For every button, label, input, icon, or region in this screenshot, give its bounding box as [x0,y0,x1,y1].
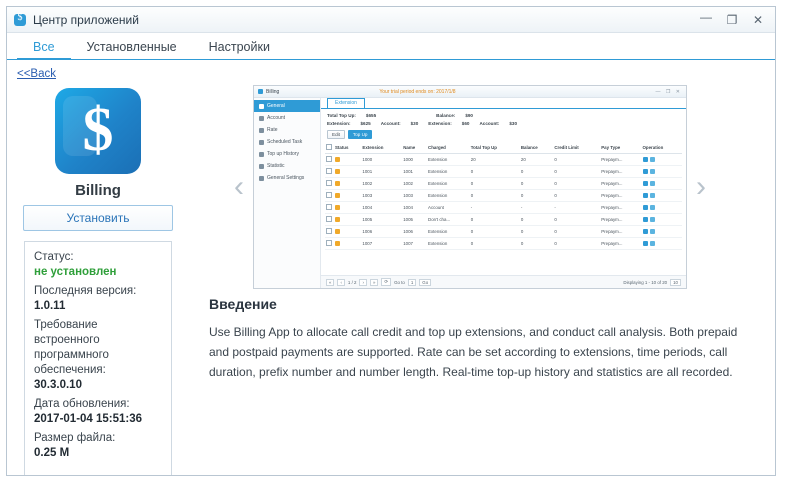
row-name-cell: 1005 [402,214,427,226]
row-checkbox-cell[interactable] [325,178,334,190]
coin-icon [259,128,264,133]
row-extension-cell: 1005 [361,214,402,226]
lock-icon [335,217,340,222]
row-credit-limit-cell: 0 [553,178,600,190]
trial-notice: Your trial period ends on: 2017/1/8 [379,88,456,95]
top-up-button[interactable]: Top Up [348,130,373,139]
app-preview-panel [177,84,775,475]
top-up-icon[interactable] [650,193,655,198]
app-logo-icon [55,88,141,174]
grid-icon [259,104,264,109]
row-operation-cell[interactable] [642,190,682,202]
maximize-button[interactable]: ❐ [726,12,738,27]
row-extension-cell: 1004 [361,202,402,214]
sidebar-item-general[interactable] [254,100,320,112]
info-label-filesize: Размер файла: [34,432,116,444]
title-bar [7,7,775,33]
col-pay-type: Pay Type [600,142,641,154]
row-balance-cell: 0 [520,190,553,202]
row-checkbox[interactable] [326,180,332,186]
table-row[interactable] [325,202,682,214]
page-size-select[interactable]: 10 [670,279,681,286]
lock-icon [335,205,340,210]
row-name-cell: 1007 [402,238,427,250]
install-button[interactable]: Установить [23,205,173,231]
row-total-topup-cell: 0 [470,178,520,190]
row-charged-cell: Account [427,202,470,214]
row-balance-cell: 0 [520,178,553,190]
clock-icon [259,140,264,145]
sidebar-item-top-up-history[interactable] [254,148,320,160]
row-extension-cell: 1006 [361,226,402,238]
row-charged-cell: Extension [427,178,470,190]
select-all-checkbox[interactable] [326,144,332,150]
row-balance-cell: 0 [520,238,553,250]
row-extension-cell: 1002 [361,178,402,190]
row-checkbox-cell[interactable] [325,238,334,250]
row-extension-cell: 1000 [361,154,402,166]
row-name-cell: 1001 [402,166,427,178]
row-balance-cell: 0 [520,226,553,238]
row-name-cell: 1000 [402,154,427,166]
info-row-version [34,284,162,314]
sidebar-item-general-settings[interactable] [254,172,320,184]
row-extension-cell: 1001 [361,166,402,178]
info-value-filesize: 0.25 M [34,447,70,459]
row-status-cell [334,154,361,166]
row-total-topup-cell: 0 [470,166,520,178]
screenshot-table [321,142,686,275]
info-label-updated: Дата обновления: [34,398,130,410]
row-charged-cell: Don't cha... [427,214,470,226]
row-checkbox-cell[interactable] [325,154,334,166]
row-operation-cell[interactable] [642,226,682,238]
tab-all[interactable]: Все [17,37,71,60]
window-controls [699,9,769,27]
table-row[interactable] [325,154,682,166]
page-indicator: 1 / 2 [347,279,357,285]
dollar-glyph: $ [82,96,114,164]
row-operation-cell[interactable] [642,202,682,214]
col-total-top-up: Total Top Up [470,142,520,154]
top-up-icon[interactable] [650,169,655,174]
row-total-topup-cell: 0 [470,238,520,250]
row-pay-type-cell: Prepaym... [600,214,641,226]
lock-icon [335,241,340,246]
sidebar-item-rate[interactable] [254,124,320,136]
row-credit-limit-cell: 0 [553,154,600,166]
info-label-status: Статус: [34,251,74,263]
info-value-status: не установлен [34,266,117,278]
sidebar-label-rate: Rate [267,127,278,133]
row-status-cell [334,166,361,178]
sidebar-label-account: Account [267,115,286,121]
row-operation-cell[interactable] [642,166,682,178]
sidebar-label-general: General [267,103,285,109]
row-status-cell [334,238,361,250]
edit-icon[interactable] [643,241,648,246]
user-icon [259,116,264,121]
row-checkbox[interactable] [326,240,332,246]
sidebar-item-account[interactable] [254,112,320,124]
screenshot-sidebar [254,98,321,288]
edit-button[interactable]: Edit [327,130,345,139]
row-total-topup-cell: 0 [470,190,520,202]
content-area [7,60,775,475]
app-center-window [6,6,776,476]
table-row[interactable] [325,214,682,226]
table-row[interactable] [325,238,682,250]
app-screenshot[interactable] [253,85,687,289]
summary-account2-label: Account: [479,121,500,126]
introduction-section [179,296,761,382]
summary-extension2-label: Extension: [428,121,452,126]
table-header-row [325,142,682,154]
tab-installed[interactable]: Установленные [86,40,177,54]
row-total-topup-cell: 0 [470,226,520,238]
screenshot-tabbar [321,98,686,109]
row-pay-type-cell: Prepaym... [600,154,641,166]
row-name-cell: 1003 [402,190,427,202]
window-title: Центр приложений [33,12,139,27]
row-extension-cell: 1003 [361,190,402,202]
screenshot-tab-extension[interactable]: Extension [327,98,365,108]
row-checkbox[interactable] [326,192,332,198]
row-balance-cell: 0 [520,214,553,226]
row-status-cell [334,214,361,226]
last-page-button[interactable]: » [370,279,378,286]
edit-icon[interactable] [643,181,648,186]
row-charged-cell: Extension [427,154,470,166]
screenshot-toolbar [321,130,686,142]
row-credit-limit-cell: - [553,202,600,214]
row-checkbox-cell[interactable] [325,190,334,202]
screenshot-main [321,98,686,288]
info-label-version: Последняя версия: [34,285,137,297]
close-button[interactable]: ✕ [752,12,764,27]
screenshot-summary [321,109,686,130]
carousel-next-arrow[interactable]: › [696,170,706,203]
row-status-cell [334,190,361,202]
row-operation-cell[interactable] [642,214,682,226]
summary-account2-value: $30 [509,121,518,126]
info-value-firmware: 30.3.0.10 [34,379,82,391]
row-credit-limit-cell: 0 [553,226,600,238]
table-row[interactable] [325,226,682,238]
row-checkbox-cell[interactable] [325,214,334,226]
row-name-cell: 1006 [402,226,427,238]
money-bag-icon [13,13,27,27]
gear-icon [259,176,264,181]
sidebar-item-statistic[interactable] [254,160,320,172]
row-charged-cell: Extension [427,166,470,178]
info-label-firmware: Требование встроенного программного обеспечения: [34,319,109,376]
sidebar-label-statistic: Statistic [267,163,285,169]
table-row[interactable] [325,178,682,190]
row-credit-limit-cell: 0 [553,214,600,226]
screenshot-app-icon [258,89,263,94]
chart-icon [259,164,264,169]
main-tabbar [7,33,775,60]
top-up-icon[interactable] [650,217,655,222]
summary-row-2 [327,121,680,126]
col-status: Status [334,142,361,154]
info-row-firmware [34,318,162,393]
screenshot-window-controls: — ❐ ✕ [655,88,682,95]
row-pay-type-cell: Prepaym... [600,202,641,214]
row-status-cell [334,202,361,214]
row-checkbox[interactable] [326,228,332,234]
info-row-filesize [34,431,162,461]
row-pay-type-cell: Prepaym... [600,226,641,238]
app-details-panel [7,84,177,475]
tab-settings[interactable]: Настройки [208,40,270,54]
goto-input[interactable]: 1 [408,279,416,286]
list-icon [259,152,264,157]
top-up-icon[interactable] [650,181,655,186]
edit-icon[interactable] [643,169,648,174]
display-info: Displaying 1 - 10 of 20 [623,279,668,285]
row-pay-type-cell: Prepaym... [600,178,641,190]
info-value-updated: 2017-01-04 15:51:36 [34,413,143,425]
app-info-box [24,241,172,475]
goto-label: Go to [394,279,405,285]
row-extension-cell: 1007 [361,238,402,250]
lock-icon [335,157,340,162]
edit-icon[interactable] [643,193,648,198]
top-up-icon[interactable] [650,229,655,234]
lock-icon [335,229,340,234]
row-charged-cell: Extension [427,190,470,202]
row-operation-cell[interactable] [642,178,682,190]
row-checkbox[interactable] [326,168,332,174]
col-name: Name [402,142,427,154]
row-status-cell [334,178,361,190]
prev-page-button[interactable]: ‹ [337,279,344,286]
lock-icon [335,193,340,198]
col-operation: Operation [642,142,682,154]
edit-icon[interactable] [643,205,648,210]
introduction-text: Use Billing App to allocate call credit and top up extensions, and conduct call analysis. Both prepaid and postpaid payments are supported. Rate can be set according to extensions, time periods, call duration, prefix number and number length. Real-time top-up history and statistics are all recorded. [209,325,738,379]
summary-extension-label: Extension: [327,121,351,126]
col-select [325,142,334,154]
summary-account-value: $30 [410,121,419,126]
row-total-topup-cell: 20 [470,154,520,166]
app-name: Billing [75,182,121,199]
sidebar-label-top-up-history: Top up History [267,151,299,157]
summary-extension-value: $625 [360,121,371,126]
col-credit-limit: Credit Limit [553,142,600,154]
row-pay-type-cell: Prepaym... [600,238,641,250]
row-credit-limit-cell: 0 [553,166,600,178]
edit-icon[interactable] [643,229,648,234]
table-row[interactable] [325,166,682,178]
sidebar-item-scheduled-task[interactable] [254,136,320,148]
row-checkbox[interactable] [326,156,332,162]
summary-balance-label: Balance: [436,113,456,118]
carousel-prev-arrow[interactable]: ‹ [234,170,244,203]
row-operation-cell[interactable] [642,238,682,250]
table-row[interactable] [325,190,682,202]
col-balance: Balance [520,142,553,154]
info-row-status [34,250,162,280]
col-extension: Extension [361,142,402,154]
row-checkbox[interactable] [326,216,332,222]
screenshot-carousel [179,84,761,290]
row-name-cell: 1004 [402,202,427,214]
row-checkbox-cell[interactable] [325,202,334,214]
refresh-icon[interactable]: ⟳ [381,278,391,286]
row-balance-cell: 0 [520,166,553,178]
introduction-heading: Введение [209,296,277,312]
row-status-cell [334,226,361,238]
info-row-updated [34,397,162,427]
row-operation-cell[interactable] [642,154,682,166]
summary-total-topup-label: Total Top Up: [327,113,356,118]
row-charged-cell: Extension [427,238,470,250]
summary-row-1 [327,113,680,118]
go-button[interactable]: Go [419,279,431,286]
row-pay-type-cell: Prepaym... [600,190,641,202]
info-value-version: 1.0.11 [34,300,66,312]
row-balance-cell: 20 [520,154,553,166]
edit-icon[interactable] [643,217,648,222]
summary-total-topup-value: $655 [365,113,377,118]
lock-icon [335,169,340,174]
back-link[interactable]: <<Back [17,68,56,80]
row-checkbox-cell[interactable] [325,166,334,178]
sidebar-label-general-settings: General Settings [267,175,305,181]
top-up-icon[interactable] [650,241,655,246]
row-credit-limit-cell: 0 [553,238,600,250]
sidebar-label-scheduled-task: Scheduled Task [267,139,303,145]
lock-icon [335,181,340,186]
row-credit-limit-cell: 0 [553,190,600,202]
screenshot-pagination [321,275,686,288]
row-balance-cell: - [520,202,553,214]
summary-extension2-value: $60 [461,121,470,126]
screenshot-title: Billing [266,88,280,95]
edit-icon[interactable] [643,157,648,162]
row-checkbox-cell[interactable] [325,226,334,238]
row-pay-type-cell: Prepaym... [600,166,641,178]
summary-balance-value: $90 [465,113,473,118]
first-page-button[interactable]: « [326,279,334,286]
row-total-topup-cell: - [470,202,520,214]
minimize-button[interactable]: — [700,9,712,24]
row-name-cell: 1002 [402,178,427,190]
top-up-icon[interactable] [650,205,655,210]
row-total-topup-cell: 0 [470,214,520,226]
row-checkbox[interactable] [326,204,332,210]
summary-account-label: Account: [380,121,401,126]
row-charged-cell: Extension [427,226,470,238]
col-charged: Charged [427,142,470,154]
next-page-button[interactable]: › [359,279,366,286]
screenshot-titlebar [254,86,686,98]
top-up-icon[interactable] [650,157,655,162]
